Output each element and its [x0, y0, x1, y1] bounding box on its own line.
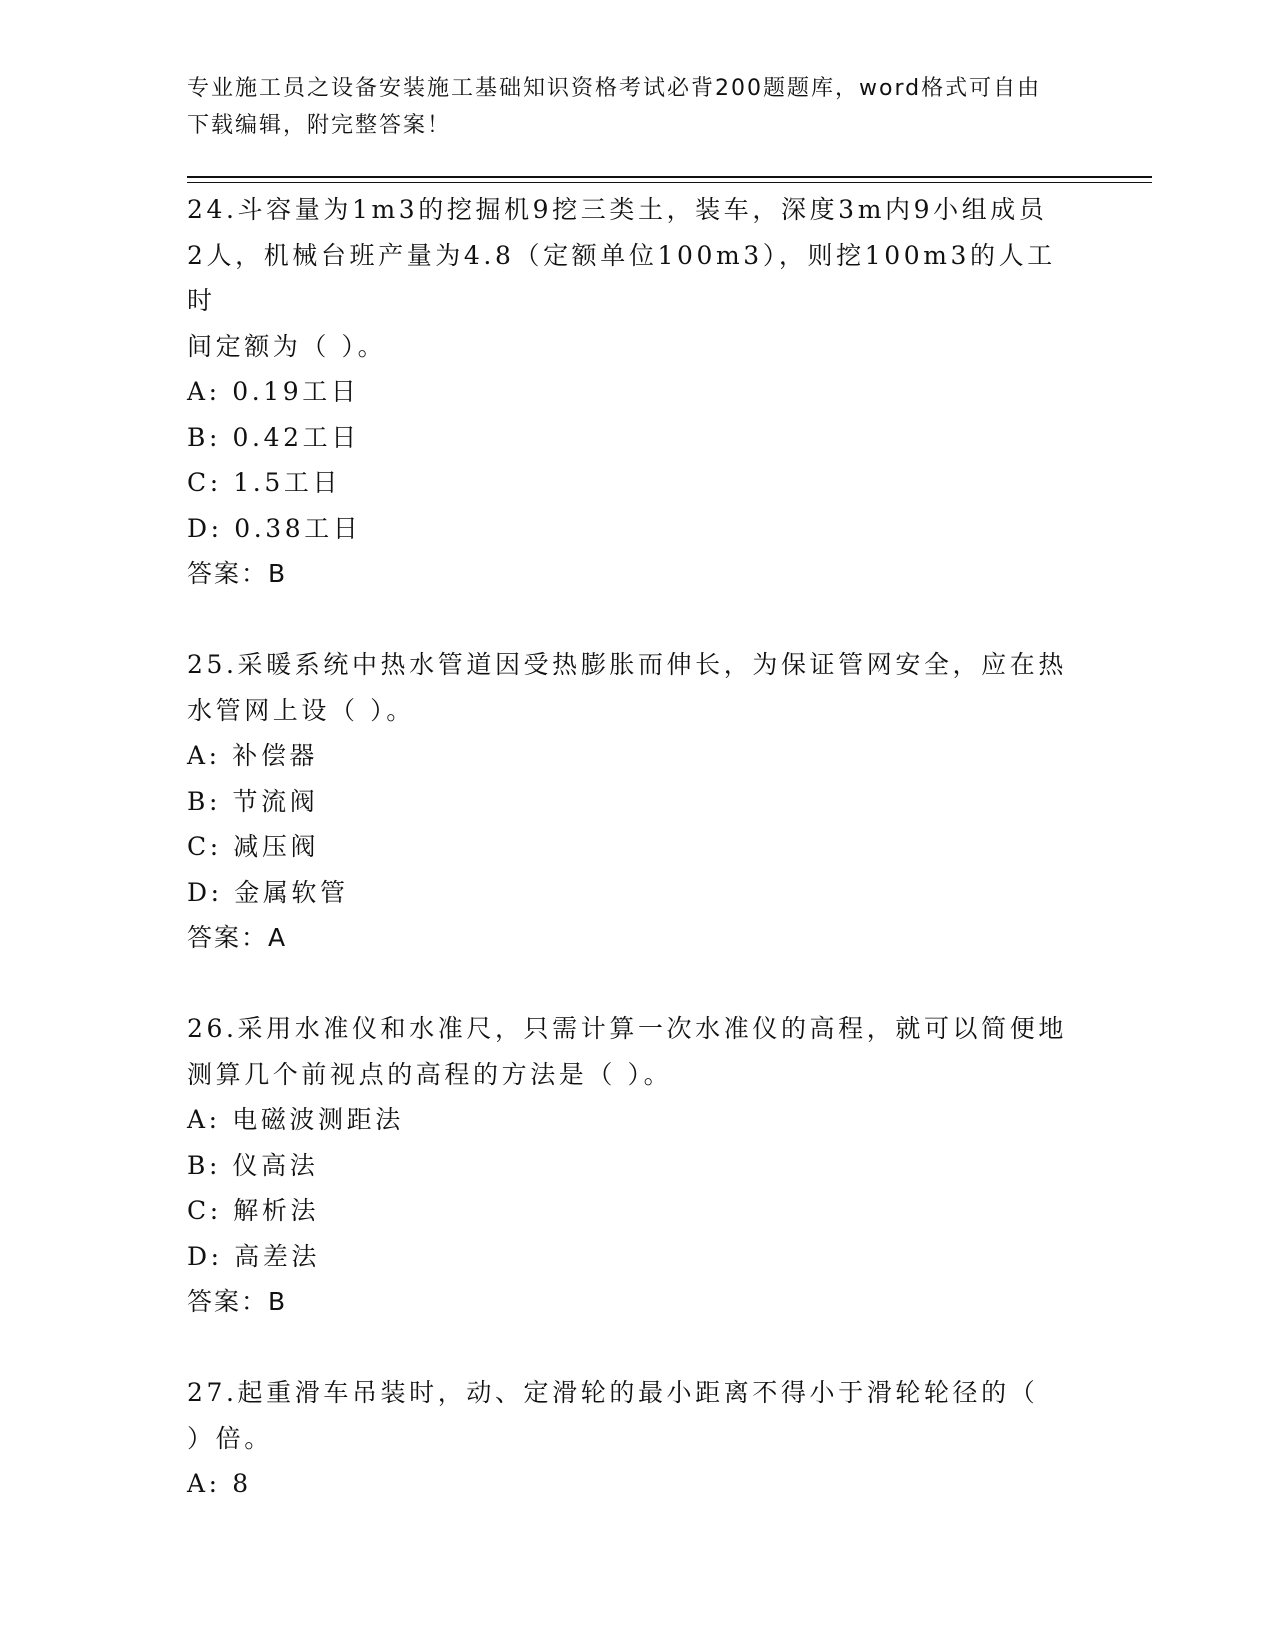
question-line: 间定额为（ ）。: [187, 331, 387, 361]
option-a: A: 补偿器: [187, 741, 319, 770]
question-line: 27.起重滑车吊装时，动、定滑轮的最小距离不得小于滑轮轮径的（: [187, 1378, 1039, 1407]
option-d: D: 0.38工日: [187, 513, 362, 543]
question-line: 测算几个前视点的高程的方法是（ ）。: [187, 1059, 673, 1089]
question-spacer: [187, 1325, 1077, 1371]
option-d: D: 高差法: [187, 1241, 321, 1271]
option-a: A: 8: [187, 1469, 252, 1498]
question-line: ）倍。: [187, 1423, 273, 1453]
question-line: 24.斗容量为1m3的挖掘机9挖三类土，装车，深度3m内9小组成员: [187, 195, 1048, 224]
answer-line: 答案：A: [187, 923, 288, 952]
question-text: [187, 187, 1067, 369]
option-b: B: 0.42工日: [187, 422, 360, 452]
question-line: 26.采用水准仪和水准尺，只需计算一次水准仪的高程，就可以简便地: [187, 1014, 1067, 1043]
question-spacer: [187, 597, 1077, 643]
question-line: 2人，机械台班产量为4.8（定额单位100m3），则挖100m3的人工时: [187, 240, 1056, 315]
question-text: [187, 1006, 1067, 1097]
option-d: D: 金属软管: [187, 877, 349, 907]
question-27: [187, 1370, 1077, 1507]
header-line-1: 专业施工员之设备安装施工基础知识资格考试必背200题题库，word格式可自由: [187, 76, 1042, 101]
question-line: 水管网上设（ ）。: [187, 695, 415, 725]
question-line: 25.采暖系统中热水管道因受热膨胀而伸长，为保证管网安全，应在热: [187, 650, 1067, 679]
option-b: B: 仪高法: [187, 1150, 319, 1180]
question-text: [187, 642, 1067, 733]
question-26: [187, 1006, 1077, 1325]
question-list: [187, 187, 1077, 1507]
question-24: [187, 187, 1077, 597]
question-25: [187, 642, 1077, 961]
document-header: [187, 70, 1067, 144]
option-c: C: 1.5工日: [187, 468, 342, 497]
question-text: [187, 1370, 1067, 1461]
answer-line: 答案：B: [187, 1287, 288, 1316]
option-b: B: 节流阀: [187, 786, 319, 816]
option-a: A: 0.19工日: [187, 377, 360, 406]
question-spacer: [187, 961, 1077, 1007]
header-divider-thin: [187, 182, 1152, 183]
header-line-2: 下载编辑，附完整答案！: [187, 113, 452, 138]
header-divider-thick: [187, 176, 1152, 178]
option-a: A: 电磁波测距法: [187, 1105, 404, 1134]
option-c: C: 减压阀: [187, 832, 320, 861]
option-c: C: 解析法: [187, 1196, 320, 1225]
answer-line: 答案：B: [187, 559, 288, 588]
